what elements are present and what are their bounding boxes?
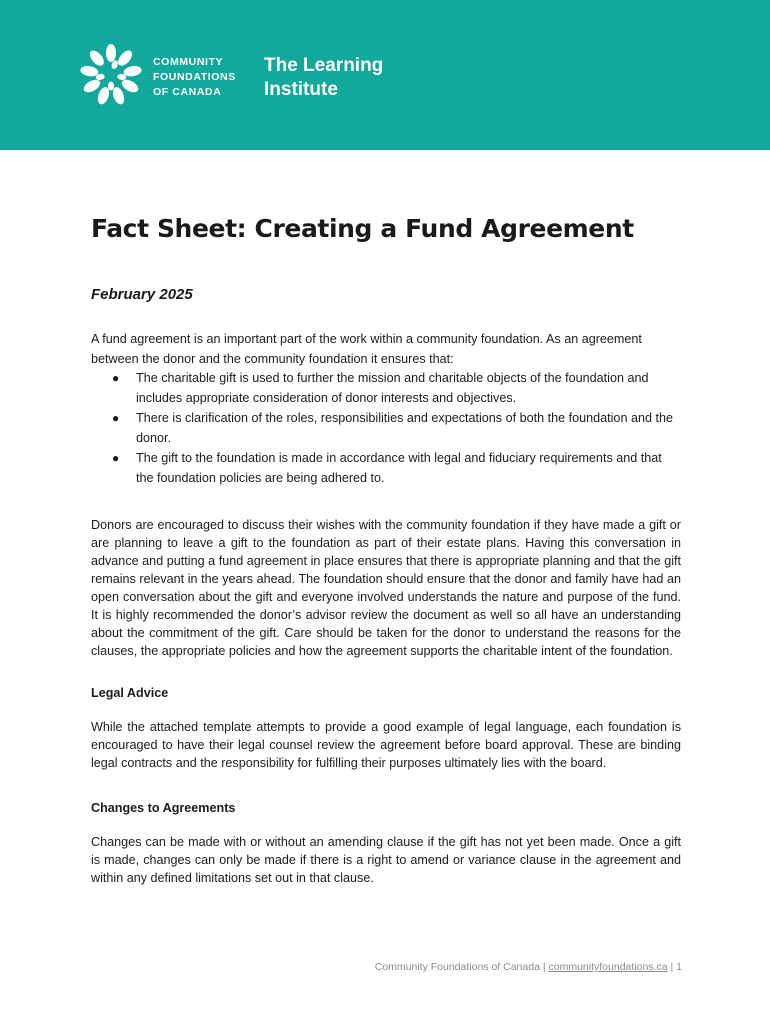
bullet-text: There is clarification of the roles, responsibilities and expectations of both the foundation and the donor. <box>136 411 673 445</box>
page-header <box>0 0 770 150</box>
list-item <box>91 408 681 448</box>
org-name-line-1: COMMUNITY <box>153 56 224 68</box>
footer-separator: | <box>670 961 674 973</box>
page-footer <box>375 961 682 973</box>
legal-advice-heading: Legal Advice <box>91 686 169 700</box>
legal-advice-paragraph: While the attached template attempts to provide a good example of legal language, each foundation is encouraged to have their legal counsel review the agreement before board approval. These are binding legal contracts and the responsibility for fulfilling their purposes ultimately lies with the board. <box>91 720 681 770</box>
bullet-list <box>91 368 681 488</box>
changes-paragraph: Changes can be made with or without an amending clause if the gift has not yet been made. Once a gift is made, changes can only be made if there is a right to amend or variance clause in the agreement and within any defined limitations set out in that clause. <box>91 835 681 885</box>
bullet-text: The charitable gift is used to further the mission and charitable objects of the foundation and includes appropriate consideration of donor interests and objectives. <box>136 371 649 405</box>
footer-org: Community Foundations of Canada <box>374 961 540 973</box>
organization-name <box>153 55 236 100</box>
institute-line-1: The Learning <box>264 55 384 76</box>
bullet-icon: ● <box>112 411 120 425</box>
bullet-icon: ● <box>112 451 120 465</box>
document-date: February 2025 <box>91 286 193 303</box>
bullet-icon: ● <box>112 371 120 385</box>
list-item <box>91 368 681 408</box>
institute-line-2: Institute <box>264 79 338 100</box>
list-item <box>91 448 681 488</box>
intro-paragraph: A fund agreement is an important part of the work within a community foundation. As an agreement between the donor and the community foundation it ensures that: <box>91 332 642 366</box>
org-name-line-3: OF CANADA <box>153 86 222 98</box>
bullet-text: The gift to the foundation is made in accordance with legal and fiduciary requirements and that the foundation policies are being adhered to. <box>136 451 662 485</box>
community-foundations-logo-icon <box>78 42 144 108</box>
document-title: Fact Sheet: Creating a Fund Agreement <box>91 214 634 243</box>
changes-heading: Changes to Agreements <box>91 801 236 815</box>
donors-paragraph: Donors are encouraged to discuss their wishes with the community foundation if they have made a gift or are planning to leave a gift to the foundation as part of their estate plans. Having this conversation in advance and putting a fund agreement in place ensures that there is appropriate planning and that the gift remains relevant in the years ahead. The foundation should ensure that the donor and family have had an open conversation about the gift and everyone involved understands the nature and purpose of the fund. It is highly recommended the donor’s advisor review the document as well so all have an understanding about the commitment of the gift. Care should be taken for the donor to understand the reasons for the clauses, the appropriate policies and how the agreement supports the charitable intent of the foundation. <box>91 518 681 658</box>
footer-website-link[interactable]: communityfoundations.ca <box>548 961 668 973</box>
page-number: 1 <box>676 961 682 973</box>
institute-name <box>264 54 383 102</box>
org-name-line-2: FOUNDATIONS <box>153 71 236 83</box>
footer-separator: | <box>542 961 546 973</box>
